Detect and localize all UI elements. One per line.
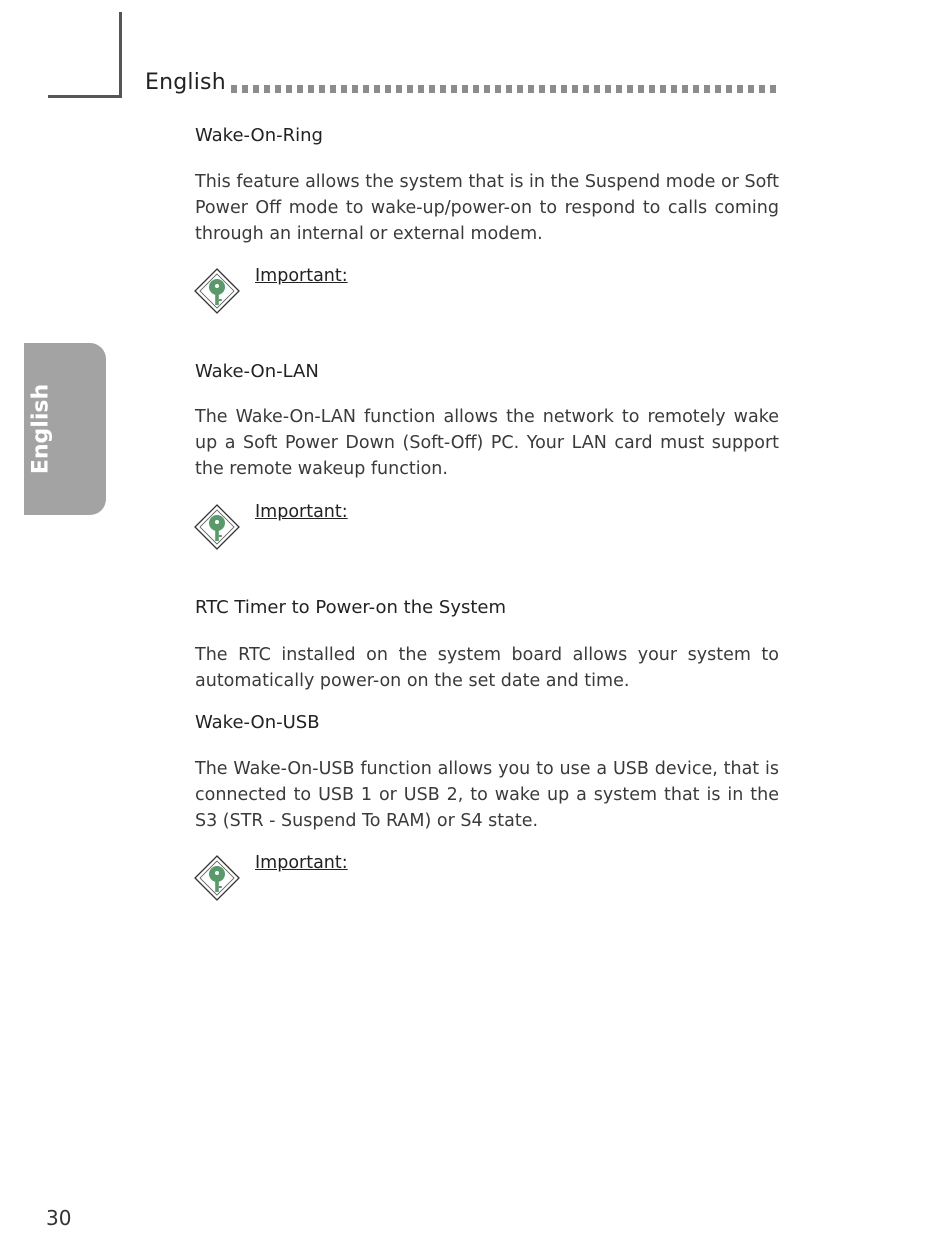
- side-tab-label: English: [28, 383, 54, 475]
- important-note: [192, 502, 492, 552]
- important-label: Important:: [255, 853, 348, 873]
- important-label: Important:: [255, 502, 348, 522]
- important-note: [192, 266, 492, 316]
- section-title-rtc-timer: RTC Timer to Power-on the System: [195, 597, 507, 618]
- corner-mark-vertical: [119, 12, 122, 98]
- section-title-wake-on-ring: Wake-On-Ring: [195, 125, 323, 146]
- key-icon: [192, 502, 242, 552]
- section-body-wake-on-usb: The Wake-On-USB function allows you to use a USB device, that is connected to USB 1 or USB 2, to wake up a system that is in the S3 (STR - Suspend To RAM) or S4 state.: [195, 759, 779, 831]
- section-body-rtc-timer: The RTC installed on the system board allows your system to automatically power-on on the set date and time.: [195, 645, 779, 691]
- section-body-wake-on-ring: This feature allows the system that is in the Suspend mode or Soft Power Off mode to wake-up/power-on to respond to calls coming through an internal or external modem.: [195, 172, 779, 244]
- section-title-wake-on-usb: Wake-On-USB: [195, 712, 320, 733]
- header-dot-rule: [231, 85, 779, 93]
- header-section-label: English: [145, 70, 226, 95]
- section-body-wake-on-lan: The Wake-On-LAN function allows the network to remotely wake up a Soft Power Down (Soft-Off) PC. Your LAN card must support the remote wakeup function.: [195, 407, 779, 479]
- key-icon: [192, 266, 242, 316]
- key-icon: [192, 853, 242, 903]
- corner-mark-horizontal: [48, 95, 122, 98]
- important-label: Important:: [255, 266, 348, 286]
- important-note: [192, 853, 492, 903]
- section-title-wake-on-lan: Wake-On-LAN: [195, 361, 319, 382]
- page-number: 30: [46, 1206, 72, 1230]
